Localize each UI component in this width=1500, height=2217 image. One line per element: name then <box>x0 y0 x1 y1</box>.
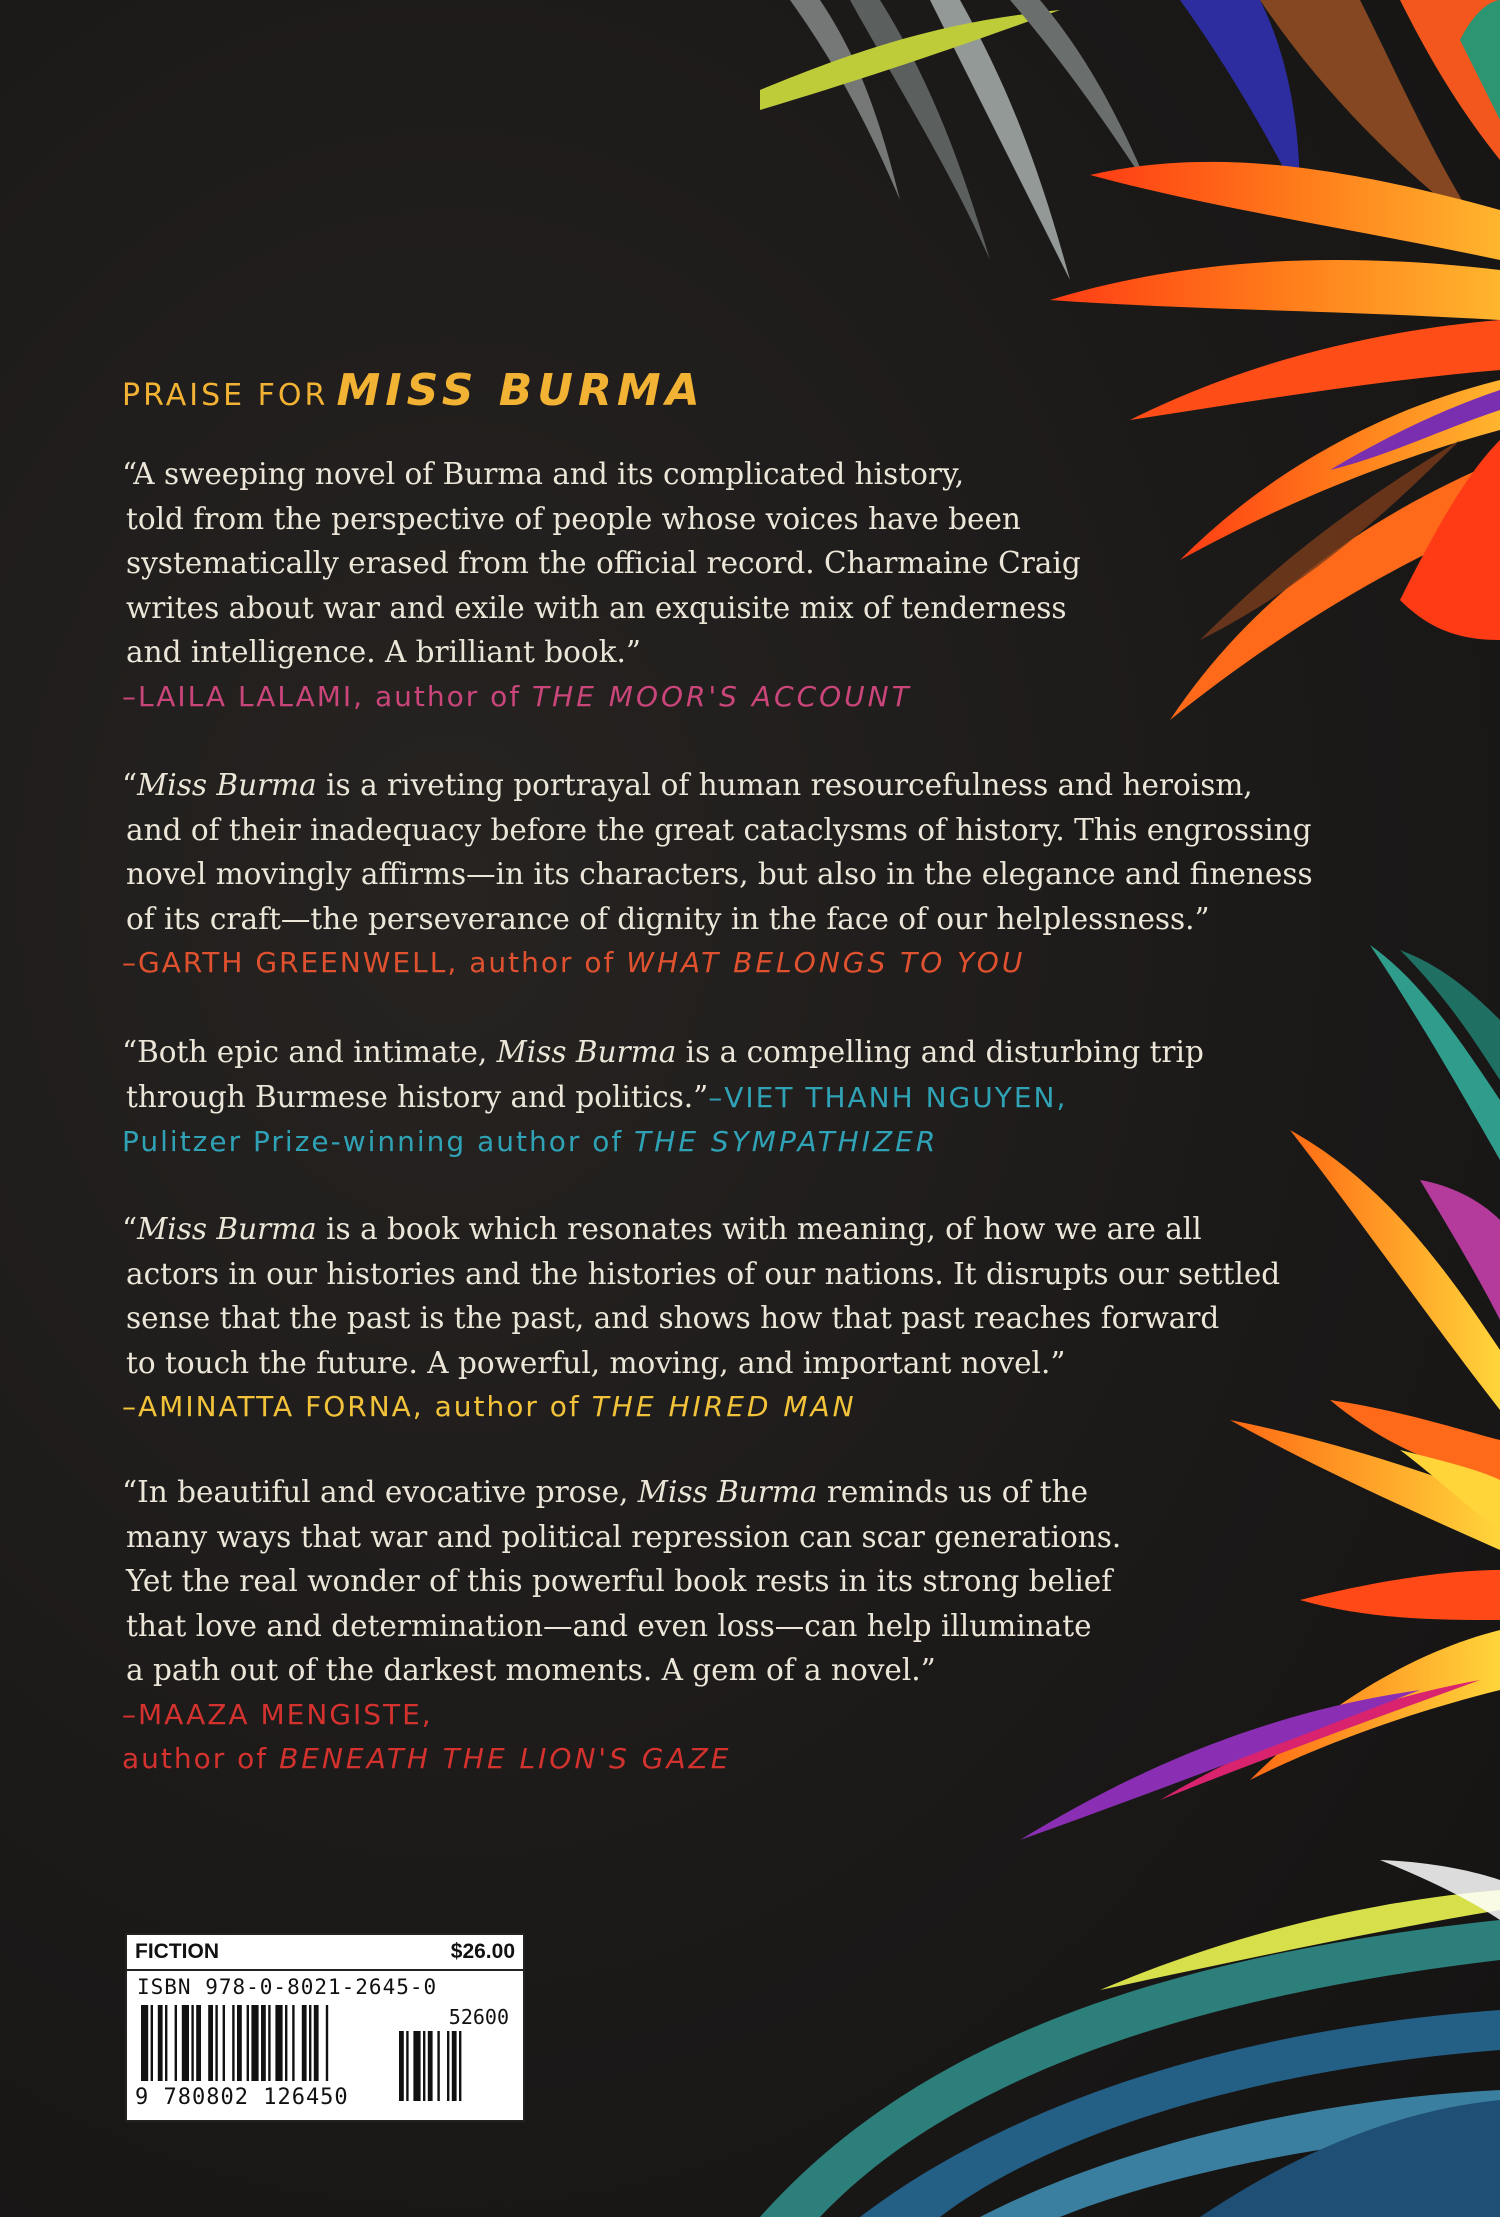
price-addon-code: 52600 <box>448 2005 509 2029</box>
quote-line-rest: reminds us of the <box>817 1475 1089 1509</box>
barcode-label <box>125 1933 525 2122</box>
quote-line: “A sweeping novel of Burma and its complicated history, <box>122 457 965 491</box>
attribution-name: –MAAZA MENGISTE, <box>122 1697 433 1731</box>
barcode-bar <box>191 2005 193 2081</box>
barcode-bar <box>208 2005 213 2081</box>
barcode-bar <box>223 2005 225 2081</box>
isbn-text: ISBN 978-0-8021-2645-0 <box>137 1975 438 1999</box>
barcode-addon-bar <box>413 2031 420 2101</box>
review-attribution <box>122 941 1313 985</box>
quote-line-start: “Both epic and intimate, <box>122 1035 497 1069</box>
quote-line-text: through Burmese history and politics.” <box>126 1079 709 1114</box>
barcode-digits: 9 780802 126450 <box>135 2085 349 2110</box>
barcode-addon-bar <box>437 2031 439 2101</box>
barcode-bar <box>261 2005 266 2081</box>
barcode-bar <box>215 2005 217 2081</box>
quote-line: sense that the past is the past, and shows how that past reaches forward <box>126 1301 1220 1335</box>
attribution-name: –LAILA LALAMI, <box>122 679 365 713</box>
category-label: FICTION <box>135 1940 219 1963</box>
barcode-bar <box>165 2005 167 2081</box>
quote-line: Yet the real wonder of this powerful book rests in its strong belief <box>126 1564 1113 1598</box>
barcode-bar <box>237 2005 242 2081</box>
review-attribution <box>122 1120 1204 1164</box>
quote-line: told from the perspective of people whose voices have been <box>126 501 1021 536</box>
quote-open-mark: “ <box>122 768 138 802</box>
barcode-bar <box>247 2005 249 2081</box>
quote-line <box>122 1470 1121 1515</box>
review-quote-4 <box>122 1207 1280 1429</box>
barcode-bar <box>151 2005 153 2081</box>
quote-line-rest: is a riveting portrayal of human resourcefulness and heroism, <box>316 768 1253 802</box>
review-quote-1 <box>122 452 1081 719</box>
barcode-bar <box>285 2005 287 2081</box>
price-label: $26.00 <box>450 1940 515 1963</box>
attribution-book: THE HIRED MAN <box>591 1390 857 1423</box>
barcode-bar <box>232 2005 234 2081</box>
attribution-role: author of <box>374 679 522 713</box>
book-title-inline: Miss Burma <box>137 1212 317 1246</box>
quote-open-mark: “ <box>122 1212 138 1246</box>
barcode-bar <box>309 2005 311 2081</box>
barcode-bar <box>292 2005 294 2081</box>
quote-line <box>122 1030 1204 1075</box>
barcode-addon-bar <box>447 2031 449 2101</box>
review-attribution <box>122 675 1081 719</box>
quote-line: actors in our histories and the histories of our nations. It disrupts our settled <box>126 1256 1281 1291</box>
attribution-role: author of <box>122 1741 269 1775</box>
quote-line: and intelligence. A brilliant book.” <box>126 635 641 669</box>
barcode-bar <box>326 2005 328 2081</box>
barcode-bar <box>141 2005 148 2081</box>
praise-heading-title: MISS BURMA <box>336 365 705 416</box>
book-title-inline: Miss Burma <box>496 1035 677 1069</box>
barcode-bar <box>175 2005 177 2081</box>
barcode-bar <box>275 2005 282 2081</box>
quote-line: a path out of the darkest moments. A gem of a novel.” <box>126 1653 936 1687</box>
barcode-addon-bar <box>459 2031 461 2101</box>
praise-heading <box>122 365 705 416</box>
barcode-addon-bar <box>423 2031 425 2101</box>
quote-line: that love and determination—and even loss—can help illuminate <box>126 1608 1092 1643</box>
quote-line: many ways that war and political repression can scar generations. <box>126 1519 1122 1554</box>
barcode-addon-bar <box>428 2031 433 2101</box>
attribution-role: author of <box>469 946 616 979</box>
quote-line-rest: is a compelling and disturbing trip <box>676 1035 1204 1069</box>
attribution-name: –AMINATTA FORNA, <box>122 1390 424 1423</box>
barcode-addon-bar <box>406 2031 408 2101</box>
barcode-bar <box>251 2005 258 2081</box>
review-attribution <box>122 1737 1121 1781</box>
quote-line <box>122 1207 1280 1252</box>
quote-line <box>122 1075 1204 1121</box>
attribution-role: Pulitzer Prize-winning author of <box>122 1125 624 1158</box>
review-quote-5 <box>122 1470 1121 1781</box>
attribution-book: WHAT BELONGS TO YOU <box>626 946 1026 979</box>
quote-line: to touch the future. A powerful, moving, and important novel.” <box>126 1345 1066 1380</box>
review-quote-3 <box>122 1030 1204 1164</box>
barcode-addon-bar <box>452 2031 457 2101</box>
book-title-inline: Miss Burma <box>137 768 317 802</box>
review-quote-2 <box>122 763 1313 985</box>
attribution-name: –GARTH GREENWELL, <box>122 946 459 979</box>
attribution-name: –VIET THANH NGUYEN, <box>708 1080 1068 1114</box>
attribution-book: THE MOOR'S ACCOUNT <box>532 679 912 713</box>
barcode-bar <box>158 2005 163 2081</box>
quote-line: systematically erased from the official record. Charmaine Craig <box>126 546 1081 580</box>
quote-line: of its craft—the perseverance of dignity in the face of our helplessness.” <box>126 901 1210 936</box>
quote-line: writes about war and exile with an exquisite mix of tenderness <box>126 590 1067 625</box>
quote-line: and of their inadequacy before the great cataclysms of history. This engrossing <box>126 812 1312 847</box>
attribution-book: THE SYMPATHIZER <box>634 1125 939 1158</box>
barcode-bar <box>196 2005 201 2081</box>
quote-line: novel movingly affirms—in its characters, but also in the elegance and fineness <box>126 857 1313 891</box>
praise-heading-prefix: PRAISE FOR <box>122 378 329 413</box>
book-title-inline: Miss Burma <box>637 1475 818 1509</box>
attribution-book: BENEATH THE LION'S GAZE <box>279 1741 732 1775</box>
quote-line <box>122 763 1313 808</box>
quote-line-rest: is a book which resonates with meaning, of how we are all <box>316 1212 1202 1246</box>
quote-line-start: “In beautiful and evocative prose, <box>122 1475 638 1509</box>
attribution-role: author of <box>434 1390 581 1423</box>
barcode-bar <box>314 2005 319 2081</box>
barcode-addon-bar <box>399 2031 404 2101</box>
barcode-bar <box>182 2005 189 2081</box>
review-attribution <box>122 1385 1280 1429</box>
barcode-bar <box>302 2005 307 2081</box>
barcode-bar <box>268 2005 270 2081</box>
